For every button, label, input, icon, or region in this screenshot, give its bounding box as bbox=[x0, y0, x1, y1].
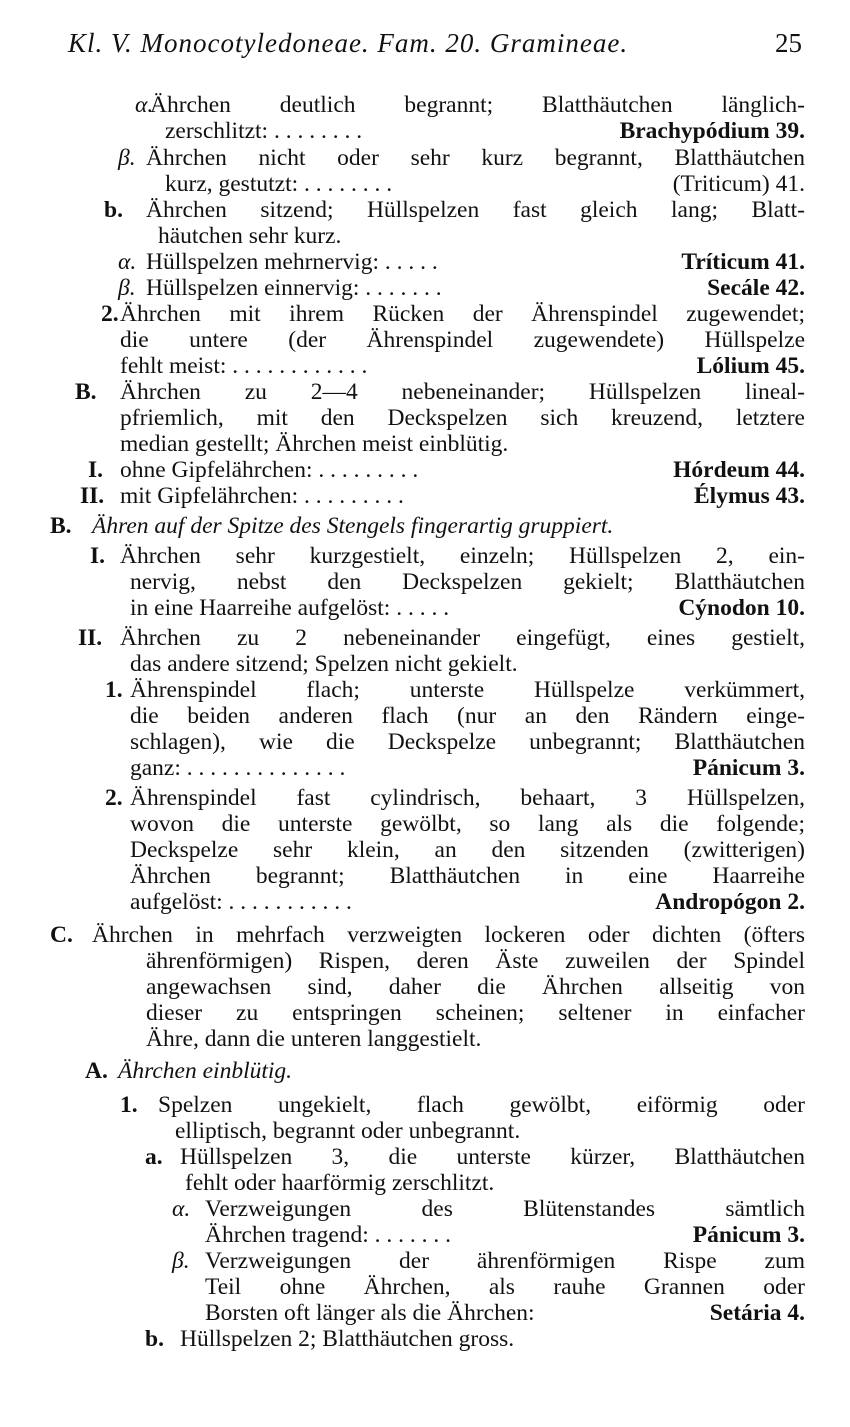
key-text: mit Gipfelährchen: . . . . . . . . . bbox=[120, 483, 404, 509]
key-text: Ähren auf der Spitze des Stengels fingerartig gruppiert. bbox=[92, 513, 614, 539]
key-line bbox=[101, 301, 805, 327]
key-text: die untere (der Ährenspindel zugewendete) Hüllspelze bbox=[120, 327, 805, 353]
key-line bbox=[130, 651, 805, 677]
key-text: kurz, gestutzt: . . . . . . . . bbox=[165, 171, 393, 197]
key-line bbox=[130, 863, 805, 889]
key-line bbox=[130, 703, 805, 729]
key-text: wovon die unterste gewölbt, so lang als die folgende; bbox=[130, 811, 805, 837]
genus-reference: Cýnodon 10. bbox=[678, 595, 805, 621]
key-marker: β. bbox=[118, 145, 136, 171]
key-text: elliptisch, begrannt oder unbegrannt. bbox=[175, 1118, 521, 1144]
key-text: Ährenspindel flach; unterste Hüllspelze verkümmert, bbox=[130, 677, 805, 703]
key-text: Ährchen einblütig. bbox=[118, 1058, 293, 1084]
key-text: Ährchen mit ihrem Rücken der Ährenspindel zugewendet; bbox=[120, 301, 805, 327]
key-line bbox=[165, 171, 805, 197]
key-line bbox=[145, 1144, 805, 1170]
key-marker: I. bbox=[90, 543, 106, 569]
key-text: dieser zu entspringen scheinen; seltener in einfacher bbox=[146, 1000, 805, 1026]
key-line bbox=[50, 922, 805, 948]
key-text: ohne Gipfelährchen: . . . . . . . . . bbox=[120, 457, 419, 483]
key-line bbox=[80, 483, 805, 509]
key-line bbox=[88, 457, 805, 483]
running-header bbox=[68, 28, 802, 62]
key-marker: β. bbox=[172, 1248, 190, 1274]
key-text: Ährchen zu 2 nebeneinander eingefügt, eines gestielt, bbox=[120, 625, 805, 651]
key-text: pfriemlich, mit den Deckspelzen sich kreuzend, letztere bbox=[120, 405, 805, 431]
key-text: Verzweigungen der ährenförmigen Rispe zum bbox=[205, 1248, 805, 1274]
key-text: in eine Haarreihe aufgelöst: . . . . . bbox=[130, 595, 450, 621]
key-line bbox=[185, 1170, 805, 1196]
key-marker: a. bbox=[145, 1144, 163, 1170]
key-text: angewachsen sind, daher die Ährchen allseitig von bbox=[146, 974, 805, 1000]
key-text: Spelzen ungekielt, flach gewölbt, eiförmig oder bbox=[158, 1092, 805, 1118]
key-line bbox=[130, 811, 805, 837]
key-marker: C. bbox=[50, 922, 73, 948]
key-line bbox=[130, 569, 805, 595]
key-line bbox=[118, 249, 805, 275]
key-line bbox=[130, 837, 805, 863]
genus-reference: (Triticum) 41. bbox=[672, 171, 805, 197]
key-text: median gestellt; Ährchen meist einblütig. bbox=[120, 431, 509, 457]
key-line bbox=[146, 1026, 805, 1052]
key-marker: 1. bbox=[120, 1092, 138, 1118]
key-text: Ährchen sehr kurzgestielt, einzeln; Hüllspelzen 2, ein- bbox=[120, 543, 805, 569]
key-marker: 1. bbox=[105, 677, 123, 703]
key-text: Ährchen nicht oder sehr kurz begrannt, Blatthäutchen bbox=[146, 145, 805, 171]
key-text: fehlt meist: . . . . . . . . . . . . bbox=[120, 353, 368, 379]
key-line bbox=[130, 729, 805, 755]
key-line bbox=[105, 785, 805, 811]
key-text: ganz: . . . . . . . . . . . . . . bbox=[130, 755, 346, 781]
key-text: Verzweigungen des Blütenstandes sämtlich bbox=[205, 1196, 805, 1222]
key-marker: A. bbox=[85, 1058, 108, 1084]
key-marker: II. bbox=[80, 483, 105, 509]
key-line bbox=[50, 513, 805, 539]
key-line bbox=[146, 1000, 805, 1026]
key-marker: α. bbox=[135, 92, 154, 118]
key-line bbox=[172, 1196, 805, 1222]
key-line bbox=[120, 405, 805, 431]
genus-reference: Élymus 43. bbox=[694, 483, 805, 509]
key-line bbox=[165, 118, 805, 144]
key-text: schlagen), wie die Deckspelze unbegrannt; Blatthäutchen bbox=[130, 729, 805, 755]
key-line bbox=[78, 625, 805, 651]
key-text: zerschlitzt: . . . . . . . . bbox=[165, 118, 363, 144]
key-line bbox=[120, 353, 805, 379]
key-marker: B. bbox=[50, 513, 72, 539]
key-line bbox=[158, 223, 805, 249]
genus-reference: Pánicum 3. bbox=[692, 1222, 805, 1248]
key-marker: II. bbox=[78, 625, 103, 651]
key-text: ährenförmigen) Rispen, deren Äste zuweilen der Spindel bbox=[146, 948, 805, 974]
key-text: nervig, nebst den Deckspelzen gekielt; Blatthäutchen bbox=[130, 569, 805, 595]
key-line bbox=[146, 974, 805, 1000]
key-text: Teil ohne Ährchen, als rauhe Grannen oder bbox=[205, 1274, 805, 1300]
key-text: Hüllspelzen 3, die unterste kürzer, Blatthäutchen bbox=[180, 1144, 805, 1170]
key-marker: α. bbox=[172, 1196, 191, 1222]
page-number: 25 bbox=[775, 28, 802, 58]
key-line bbox=[120, 431, 805, 457]
key-line bbox=[205, 1274, 805, 1300]
key-marker: B. bbox=[75, 379, 97, 405]
genus-reference: Tríticum 41. bbox=[681, 249, 805, 275]
key-line bbox=[205, 1300, 805, 1326]
key-line bbox=[120, 1092, 805, 1118]
key-text: Ährchen in mehrfach verzweigten lockeren oder dichten (öfters bbox=[92, 922, 805, 948]
key-text: aufgelöst: . . . . . . . . . . . bbox=[130, 889, 352, 915]
key-line bbox=[118, 275, 805, 301]
key-line bbox=[120, 327, 805, 353]
key-text: Hüllspelzen mehrnervig: . . . . . bbox=[146, 249, 438, 275]
key-text: Ährchen zu 2—4 nebeneinander; Hüllspelzen lineal- bbox=[120, 379, 805, 405]
key-text: Ährchen sitzend; Hüllspelzen fast gleich lang; Blatt- bbox=[146, 197, 805, 223]
key-line bbox=[175, 1118, 805, 1144]
key-text: fehlt oder haarförmig zerschlitzt. bbox=[185, 1170, 495, 1196]
key-text: Borsten oft länger als die Ährchen: bbox=[205, 1300, 535, 1326]
key-text: häutchen sehr kurz. bbox=[158, 223, 342, 249]
genus-reference: Hórdeum 44. bbox=[673, 457, 805, 483]
key-line bbox=[75, 379, 805, 405]
key-line bbox=[135, 92, 805, 118]
key-line bbox=[118, 145, 805, 171]
key-text: Hüllspelzen einnervig: . . . . . . . bbox=[146, 275, 442, 301]
key-text: Hüllspelzen 2; Blatthäutchen gross. bbox=[180, 1326, 515, 1352]
genus-reference: Andropógon 2. bbox=[655, 889, 805, 915]
genus-reference: Secále 42. bbox=[707, 275, 805, 301]
key-line bbox=[172, 1248, 805, 1274]
key-text: Ähre, dann die unteren langgestielt. bbox=[146, 1026, 482, 1052]
key-line bbox=[130, 889, 805, 915]
key-marker: b. bbox=[104, 197, 123, 223]
key-marker: b. bbox=[145, 1326, 164, 1352]
key-line bbox=[145, 1326, 805, 1352]
key-line bbox=[90, 543, 805, 569]
key-text: Ährchen tragend: . . . . . . . bbox=[205, 1222, 452, 1248]
key-marker: 2. bbox=[105, 785, 123, 811]
key-marker: 2. bbox=[101, 301, 119, 327]
key-line bbox=[130, 755, 805, 781]
key-marker: I. bbox=[88, 457, 104, 483]
key-line bbox=[85, 1058, 805, 1084]
genus-reference: Setária 4. bbox=[709, 1300, 805, 1326]
key-line bbox=[130, 595, 805, 621]
genus-reference: Brachypódium 39. bbox=[619, 118, 805, 144]
header-title: Kl. V. Monocotyledoneae. Fam. 20. Gramineae. bbox=[68, 28, 629, 58]
genus-reference: Pánicum 3. bbox=[692, 755, 805, 781]
genus-reference: Lólium 45. bbox=[696, 353, 805, 379]
key-line bbox=[146, 948, 805, 974]
key-text: Deckspelze sehr klein, an den sitzenden (zwitterigen) bbox=[130, 837, 805, 863]
key-marker: β. bbox=[118, 275, 136, 301]
key-text: Ährchen deutlich begrannt; Blatthäutchen länglich- bbox=[150, 92, 805, 118]
key-text: Ährenspindel fast cylindrisch, behaart, 3 Hüllspelzen, bbox=[130, 785, 805, 811]
key-text: das andere sitzend; Spelzen nicht gekielt. bbox=[130, 651, 518, 677]
key-text: Ährchen begrannt; Blatthäutchen in eine Haarreihe bbox=[130, 863, 805, 889]
key-line bbox=[205, 1222, 805, 1248]
key-text: die beiden anderen flach (nur an den Rändern einge- bbox=[130, 703, 805, 729]
key-line bbox=[105, 677, 805, 703]
key-marker: α. bbox=[118, 249, 137, 275]
key-line bbox=[104, 197, 805, 223]
